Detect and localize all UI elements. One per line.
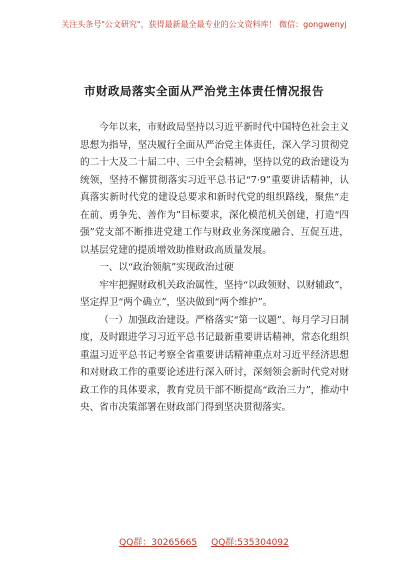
qq-group-2: QQ群:535304092 (211, 538, 289, 548)
footer-contact (0, 537, 408, 549)
document-title: 市财政局落实全面从严治党主体责任情况报告 (84, 84, 324, 98)
paragraph-subsection: （一）加强政治建设。严格落实“第一议题”、每月学习日制度，及时跟进学习习近平总书记最新重要讲话精神，常态化组织重温习近平总书记考察全省重要讲话精神重点对习近平经济思想和对财政工作的重要论述进行深入研讨，深刻领会新时代党对财政工作的具体要求，教育党员干部不断提高“政治三力”，推动中央、省市决策部署在财政部门得到坚决贯彻落实。 (80, 314, 349, 413)
paragraph-intro: 今年以来，市财政局坚持以习近平新时代中国特色社会主义思想为指导，坚决履行全面从严治党主体责任，深入学习贯彻党的二十大及二十届二中、三中全会精神，坚持以党的政治建设为统领，坚持不懈贯彻落实习近平总书记“7·9”重要讲话精神，认真落实新时代党的建设总要求和新时代党的组织路线，聚焦“走在前、勇争先、善作为”目标要求，深化模范机关创建，打造“四强”党支部不断推进党建工作与财政业务深度融合、互促互进，以基层党建的提质增效助推财政高质量发展。 (80, 122, 349, 256)
section-heading: 一、以“政治领航”实现政治过硬 (99, 262, 234, 273)
header-banner: 关注头条号"公文研究"，获得最新最全最专业的公文资料库！ 微信：gongwenyj (61, 20, 347, 29)
paragraph-section-intro: 牢牢把握财政机关政治属性，坚持“以政领财、以财辅政”，坚定捍卫“两个确立”，坚决做到“两个维护”。 (80, 279, 349, 308)
qq-group-1: QQ群：30265665 (119, 538, 198, 548)
document-body (80, 119, 349, 417)
